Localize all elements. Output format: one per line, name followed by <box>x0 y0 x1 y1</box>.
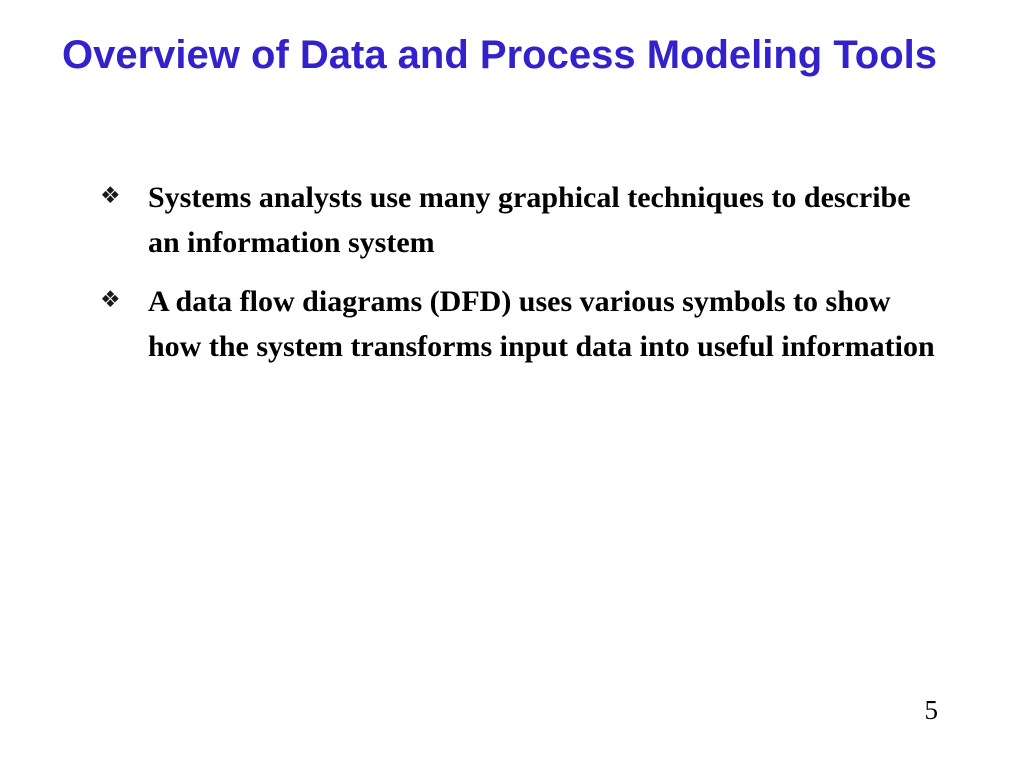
slide-number: 5 <box>924 695 938 725</box>
list-item <box>100 279 970 369</box>
list-item-text: A data flow diagrams (DFD) uses various symbols to show how the system transforms input data into useful information <box>148 285 935 363</box>
list-item-text: Systems analysts use many graphical techniques to describe an information system <box>148 181 911 259</box>
list-item <box>100 175 970 265</box>
diamond-bullet-icon: ❖ <box>100 287 121 313</box>
diamond-bullet-icon: ❖ <box>100 183 121 209</box>
bullet-list <box>100 175 970 383</box>
page-title: Overview of Data and Process Modeling Tools <box>62 33 938 77</box>
